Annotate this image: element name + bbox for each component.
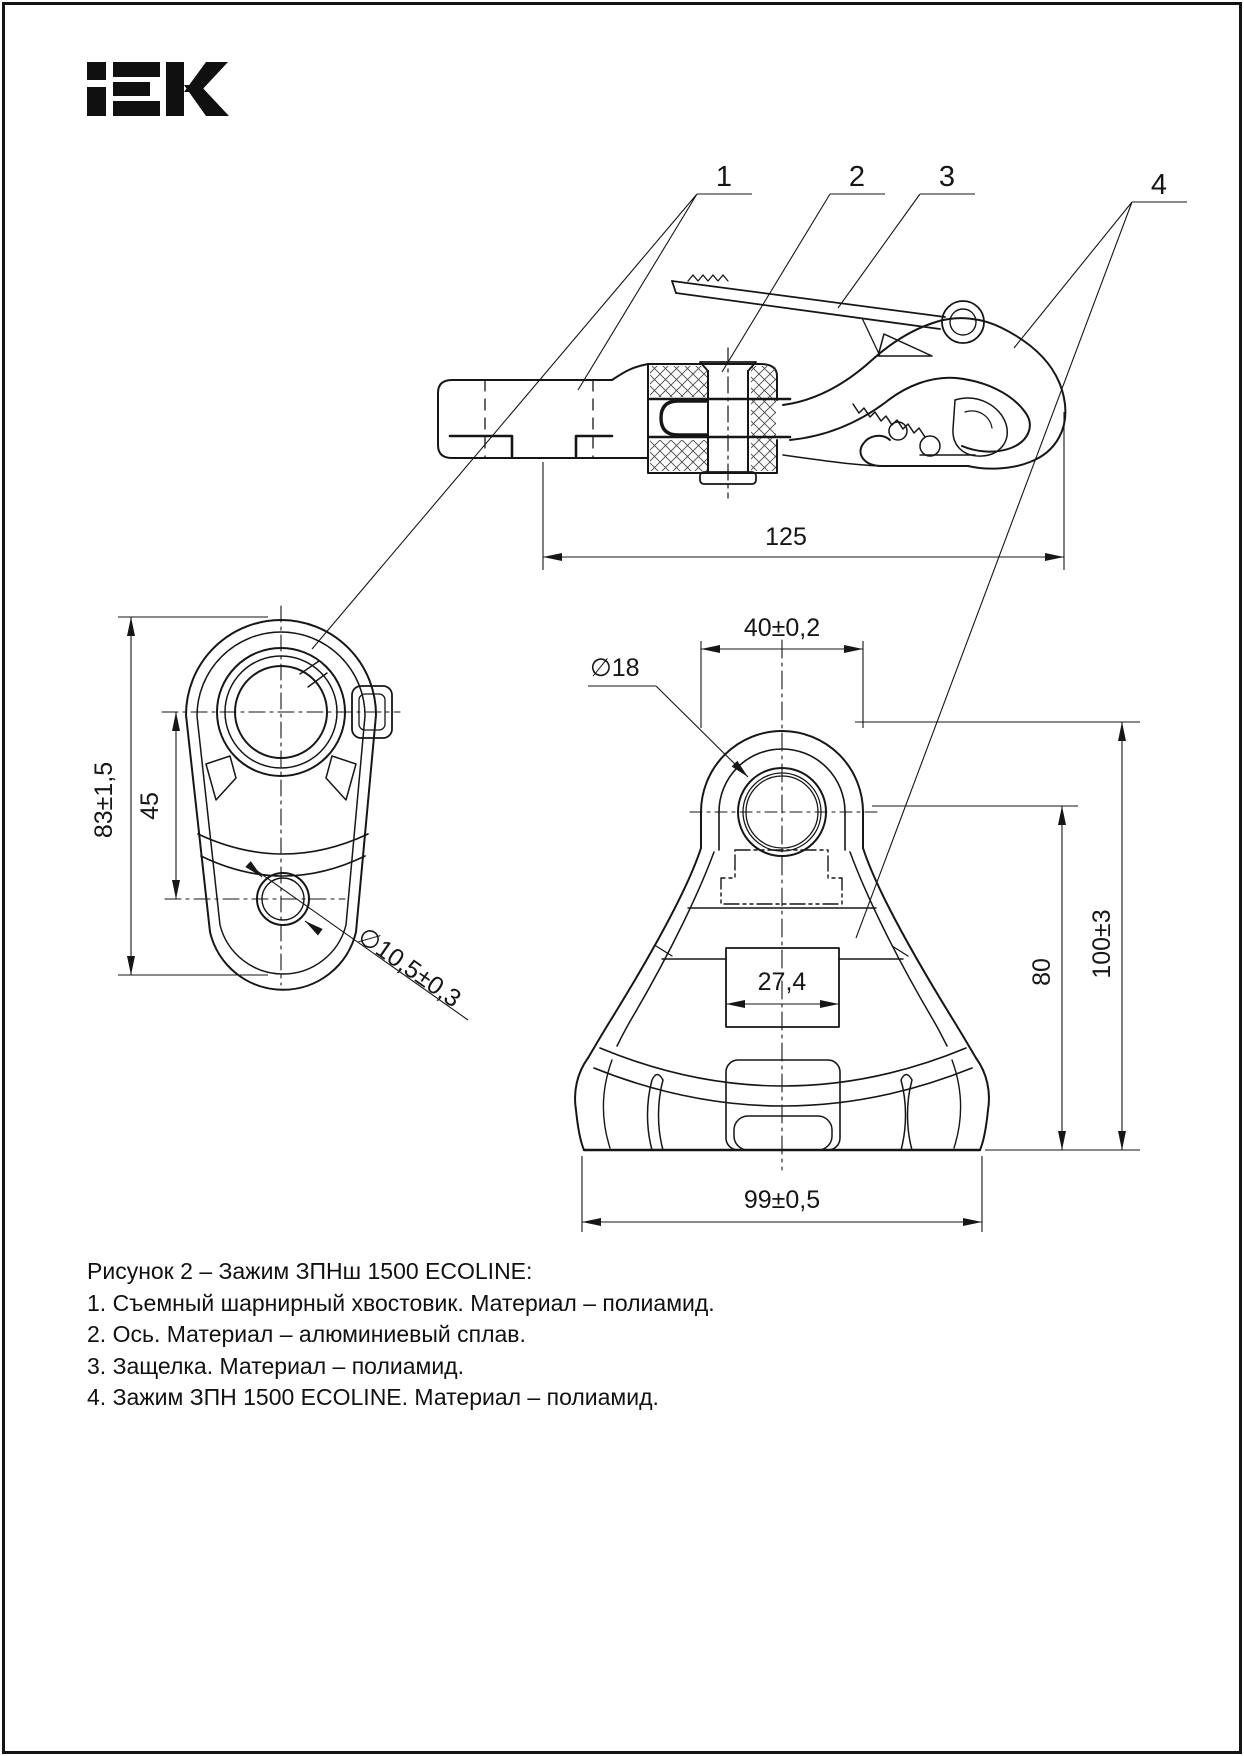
callout-3: 3 — [938, 161, 956, 193]
dim-label-tail-height: 83±1,5 — [90, 761, 118, 839]
logo-k-stem — [166, 62, 184, 116]
dim-label-slot-width: 27,4 — [757, 968, 807, 996]
dim-label-base-width: 99±0,5 — [743, 1186, 821, 1214]
side-view-assembly — [438, 275, 1065, 498]
logo-e-mid — [113, 82, 150, 96]
center-slot-capsule — [734, 1116, 832, 1150]
hinged-tail-side — [438, 364, 648, 458]
dim-label-eye-width: 40±0,2 — [743, 614, 821, 642]
logo-e-top — [113, 62, 160, 77]
right-lug — [326, 756, 356, 800]
axle-pin — [700, 348, 756, 498]
latch-serration — [688, 275, 728, 281]
dim-label-assembly-length: 125 — [765, 523, 807, 551]
caption-item-4: 4. Зажим ЗПН 1500 ECOLINE. Материал – полиамид. — [87, 1384, 659, 1410]
latch-lever — [672, 275, 984, 356]
callout-2: 2 — [848, 161, 866, 193]
callout-1: 1 — [715, 161, 733, 193]
cam-lever — [953, 398, 1007, 456]
caption-item-3: 3. Защелка. Материал – полиамид. — [87, 1352, 464, 1379]
logo-e-bottom — [113, 101, 160, 116]
caption-item-2: 2. Ось. Материал – алюминиевый сплав. — [87, 1321, 526, 1347]
dim-label-body-height: 80 — [1028, 958, 1056, 986]
clamp-body-side — [783, 318, 1065, 468]
bushing-section — [648, 364, 777, 473]
dim-label-tail-hole-diameter: ∅10,5±0,3 — [352, 921, 467, 1014]
caption-item-1: 1. Съемный шарнирный хвостовик. Материал – полиамид. — [87, 1289, 715, 1316]
dim-label-total-height: 100±3 — [1088, 909, 1116, 979]
left-lug — [206, 756, 236, 800]
clamp-front-view — [575, 640, 989, 1170]
logo-i-dot — [87, 62, 106, 80]
dim-eye-hole — [588, 686, 748, 777]
iek-logo — [87, 62, 229, 116]
dim-label-eye-hole-diameter: ∅18 — [590, 654, 640, 682]
callout-4: 4 — [1150, 169, 1168, 201]
logo-k-lower-arm — [184, 85, 229, 116]
dim-label-hole-spacing: 45 — [136, 792, 164, 820]
right-rib — [901, 1075, 912, 1151]
logo-i-stem — [87, 87, 106, 116]
figure-caption — [87, 1256, 1187, 1414]
figure-title: Рисунок 2 – Зажим ЗПНш 1500 ECOLINE: — [87, 1258, 533, 1284]
left-rib — [648, 1075, 664, 1151]
